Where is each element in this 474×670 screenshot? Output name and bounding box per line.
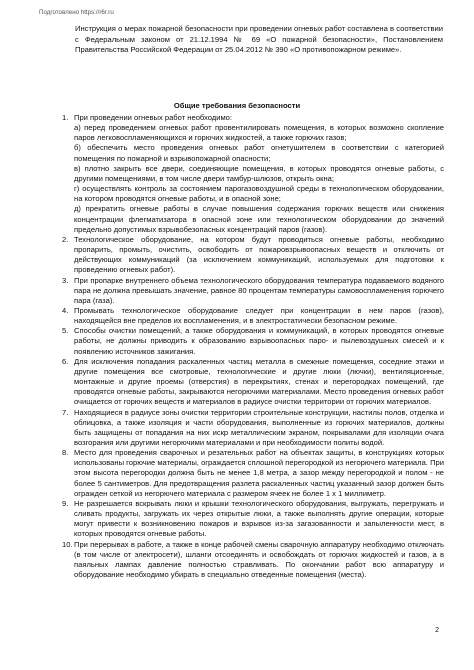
list-item-body [74, 499, 444, 540]
list-item-number: 5. [62, 326, 69, 336]
section-title: Общие требования безопасности [173, 101, 301, 110]
list-item-body [74, 326, 444, 356]
list-item [62, 540, 444, 581]
list-item-text: Технологическое оборудование, на котором будут проводиться огневые работы, необходимо пропарить, промыть, очистить, освободить от пожаровзрывоопасных веществ и отключить от действующих коммуникаций (за исключением коммуникаций, используемых для подготовки к проведению огневых работ). [74, 234, 444, 275]
list-item-number: 3. [62, 275, 69, 285]
list-item-text: Не разрешается вскрывать люки и крышки технологического оборудования, выгружать, перегружать и сливать продукты, загружать их через открытые люки, а также выполнять другие операции, которые могут привести к возникновению пожаров и взрывов из-за загазованности и запыленности мест, в которых проводятся огневые работы. [74, 498, 444, 539]
list-item-number: 7. [62, 407, 69, 417]
list-item [62, 326, 444, 356]
list-item-number: 6. [62, 356, 69, 366]
list-item [62, 499, 444, 540]
list-item [62, 235, 444, 276]
sub-item: г) осуществлять контроль за состоянием парогазовоздушной среды в технологическом оборудовании, на котором проводятся огневые работы, и в опасной зоне; [74, 184, 444, 204]
list-item-body [74, 408, 444, 449]
page-header: Подготовлено https://r6r.ru [39, 9, 114, 16]
list-item [62, 113, 444, 235]
list-item [62, 306, 444, 326]
list-item-number: 2. [62, 234, 69, 244]
list-item-body [74, 113, 444, 235]
list-item-text: Находящиеся в радиусе зоны очистки территории строительные конструкции, настилы полов, отделка и облицовка, а также изоляция и части оборудования, выполненные из горючих материалов, должны быть защищены от попадания на них искр металлическим экраном, покрывалами для изоляции очага возгорания или другими негорючими материалами и при необходимости политы водой. [74, 407, 444, 447]
sub-item: а) перед проведением огневых работ провентилировать помещения, в которых возможно скопление паров легковоспламеняющихся и горючих жидкостей, а также горючих газов; [74, 123, 444, 143]
list-item-text: При перерывах в работе, а также в конце рабочей смены сварочную аппаратуру необходимо отключать (в том числе от электросети), шланги отсоединять и освобождать от горючих жидкостей и газов, а в паяльных лампах давление полностью стравливать. По окончании работ всю аппаратуру и оборудование необходимо убирать в специально отведенные помещения (места). [74, 539, 444, 580]
list-item [62, 448, 444, 499]
list-item [62, 408, 444, 449]
list-item-number: 1. [62, 113, 69, 122]
list-item-text: Промывать технологическое оборудование следует при концентрации в нем паров (газов), находящейся вне пределов их воспламенения, и в электростатически безопасном режиме. [74, 305, 444, 326]
list-item-body [74, 235, 444, 276]
list-item [62, 276, 444, 306]
list-item-text: Место для проведения сварочных и резательных работ на объектах защиты, в конструкциях которых использованы горючие материалы, ограждается сплошной перегородкой из негорючего материала. При этом высота перегородки должна быть не менее 1,8 метра, а зазор между перегородкой и полом - не более 5 сантиметров. Для предотвращения разлета раскаленных частиц указанный зазор должен быть огражден сеткой из негорючего материала с размером ячеек не более 1 х 1 миллиметр. [74, 448, 444, 498]
list-item-body [74, 448, 444, 499]
list-item-body [74, 276, 444, 306]
list-item-text: Для исключения попадания раскаленных частиц металла в смежные помещения, соседние этажи и другие помещения все смотровые, технологические и другие люки (лючки), вентиляционные, монтажные и другие проемы (отверстия) в перекрытиях, стенах и перегородках помещений, где проводятся огневые работы, закрываются негорючими материалами. Место проведения огневых работ очищается от горючих веществ и материалов в радиусе очистки территории от горючих материалов. [74, 356, 444, 407]
list-item-body [74, 540, 444, 581]
page-number: 2 [435, 627, 439, 634]
sub-item: в) плотно закрыть все двери, соединяющие помещения, в которых проводятся огневые работы, с другими помещениями, в том числе двери тамбур-шлюзов, открыть окна; [74, 163, 444, 183]
list-item-number: 9. [62, 498, 69, 508]
requirements-list [62, 113, 444, 580]
sub-item: д) прекратить огневые работы в случае повышения содержания горючих веществ или снижения концентрации флегматизатора в опасной зоне или технологическом оборудовании до значений предельно допустимых взрывобезопасных концентраций паров (газов). [74, 204, 444, 234]
list-item-text: При проведении огневых работ необходимо: [74, 113, 233, 122]
list-item-number: 8. [62, 448, 69, 458]
list-item-number: 4. [62, 305, 69, 315]
list-item-text: При пропарке внутреннего объема технологического оборудования температура подаваемого водяного пара не должна превышать значение, равное 80 процентам температуры самовоспламенения горючего пара (газа). [74, 275, 444, 305]
list-item-number: 10. [62, 539, 73, 549]
list-item-body [74, 357, 444, 408]
list-item-text: Способы очистки помещений, а также оборудования и коммуникаций, в которых проводятся огневые работы, не должны приводить к образованию взрывоопасных паро- и пылевоздушных смесей и к появлению источников зажигания. [74, 326, 444, 356]
sub-item: б) обеспечить место проведения огневых работ огнетушителем в соответствии с категорией помещения по пожарной и взрывопожарной опасности; [74, 143, 444, 163]
intro-paragraph: Инструкция о мерах пожарной безопасности при проведении огневых работ составлена в соответствии с Федеральным законом от 21.12.1994 № 69 «О пожарной безопасности», Постановлением Правительства Российской Федерации от 25.04.2012 № 390 «О противопожарном режиме». [75, 24, 443, 55]
list-item [62, 357, 444, 408]
list-item-body [74, 306, 444, 326]
